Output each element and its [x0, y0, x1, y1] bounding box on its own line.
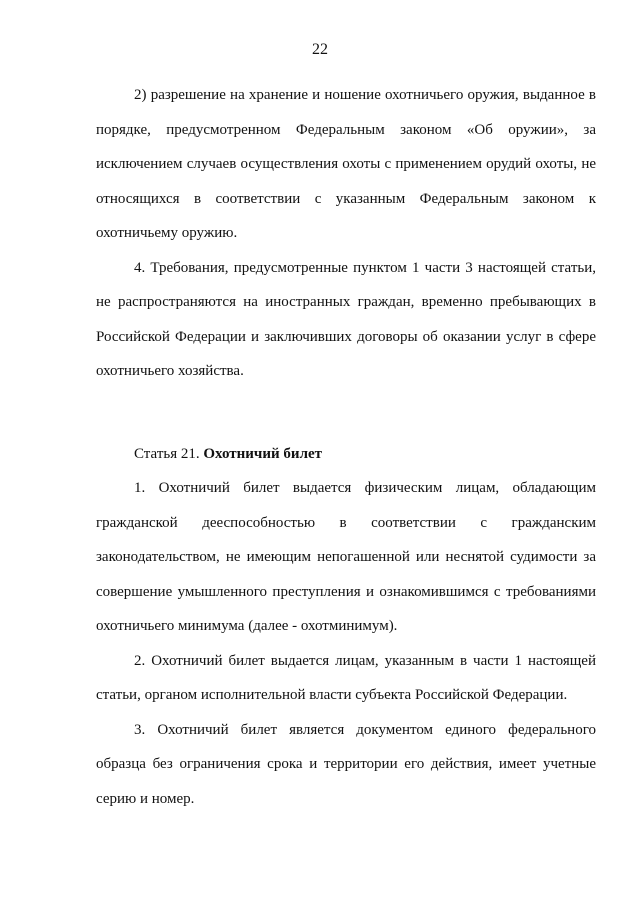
article-label: Статья 21.	[134, 445, 200, 462]
paragraph-article-item-2: 2. Охотничий билет выдается лицам, указанным в части 1 настоящей статьи, органом исполнительной власти субъекта Российской Федерации.	[96, 652, 596, 703]
document-body	[96, 78, 596, 816]
page-number: 22	[312, 41, 328, 58]
paragraph-article-item-1: 1. Охотничий билет выдается физическим лицам, обладающим гражданской дееспособностью в соответствии с гражданским законодательством, не имеющим непогашенной или неснятой судимости за совершение умышленного преступления и ознакомившимся с требованиями охотничьего минимума (далее - охотминимум).	[96, 480, 596, 634]
article-heading	[96, 437, 596, 472]
paragraph-requirements-foreigners: 4. Требования, предусмотренные пунктом 1 части 3 настоящей статьи, не распространяются на иностранных граждан, временно пребывающих в Российской Федерации и заключивших договоры об оказании услуг в сфере охотничьего хозяйства.	[96, 259, 596, 379]
paragraph-article-item-3: 3. Охотничий билет является документом единого федерального образца без ограничения срока и территории его действия, имеет учетные серию и номер.	[96, 721, 596, 807]
article-title: Охотничий билет	[203, 445, 323, 462]
paragraph-permit: 2) разрешение на хранение и ношение охотничьего оружия, выданное в порядке, предусмотренном Федеральным законом «Об оружии», за исключением случаев осуществления охоты с применением орудий охоты, не относящихся в соответствии с указанным Федеральным законом к охотничьему оружию.	[96, 87, 596, 241]
